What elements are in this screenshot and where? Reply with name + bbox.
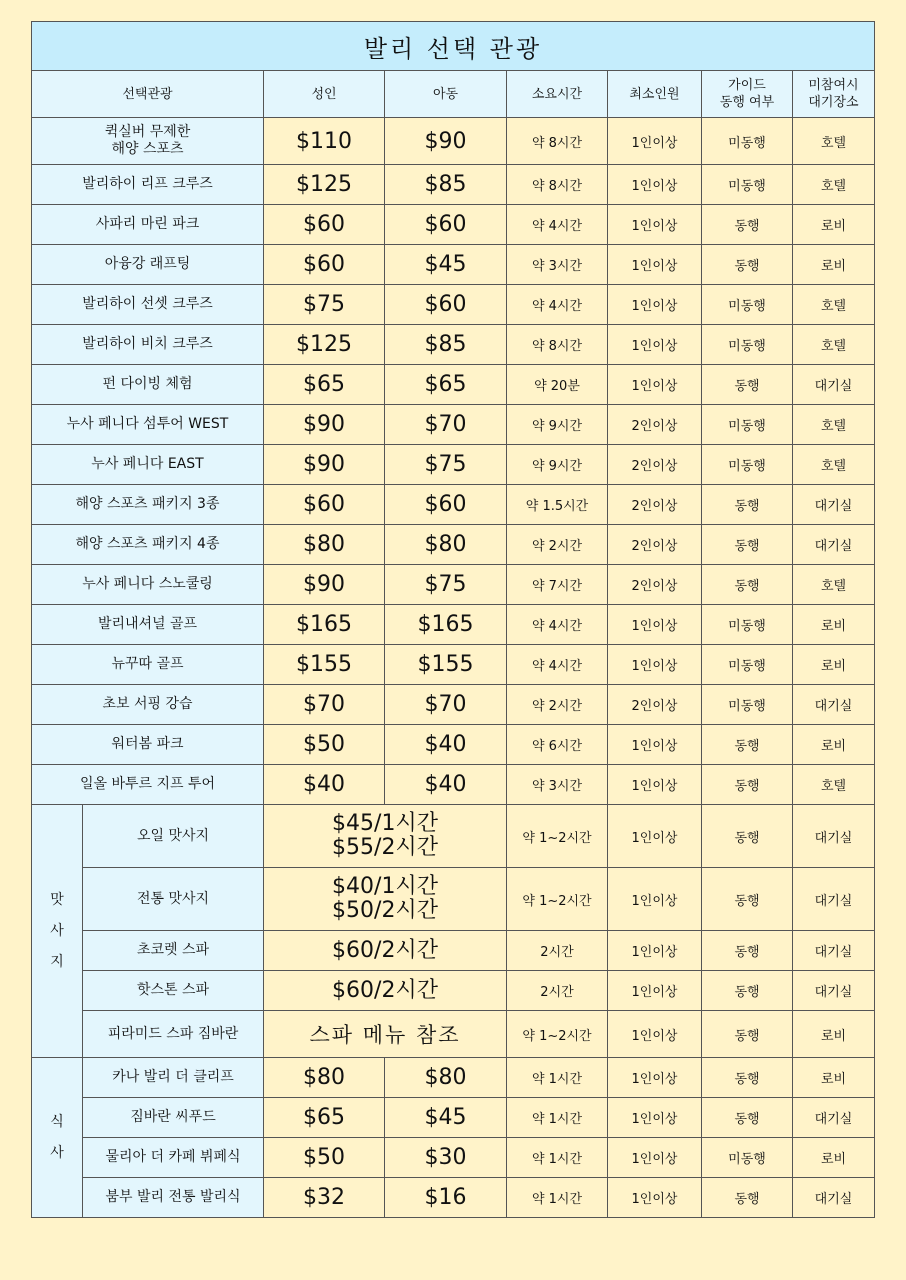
massage-price-line2: $55/2시간	[332, 835, 438, 860]
tour-name: 사파리 마린 파크	[32, 205, 264, 245]
massage-price-line2: $50/2시간	[332, 898, 438, 923]
duration-cell: 약 1~2시간	[507, 868, 608, 931]
category-massage-char: 지	[50, 953, 64, 970]
wait-place-cell: 호텔	[793, 285, 875, 325]
child-price: $40	[385, 765, 507, 805]
massage-price: $60/2시간	[264, 931, 507, 971]
wait-place-cell: 대기실	[793, 485, 875, 525]
massage-price	[264, 868, 507, 931]
header-guide-line1: 가이드	[728, 78, 766, 93]
min-people-cell: 1인이상	[608, 805, 702, 868]
page-title: 발리 선택 관광	[32, 22, 875, 71]
duration-cell: 약 7시간	[507, 565, 608, 605]
guide-cell: 동행	[702, 365, 793, 405]
wait-place-cell: 대기실	[793, 365, 875, 405]
massage-row	[32, 1011, 875, 1058]
min-people-cell: 1인이상	[608, 245, 702, 285]
min-people-cell: 1인이상	[608, 931, 702, 971]
massage-row	[32, 805, 875, 868]
adult-price: $165	[264, 605, 385, 645]
wait-place-cell: 대기실	[793, 1178, 875, 1218]
tour-name: 누사 페니다 스노쿨링	[32, 565, 264, 605]
tour-row	[32, 285, 875, 325]
guide-cell: 동행	[702, 1178, 793, 1218]
tour-row	[32, 325, 875, 365]
category-meal-char: 식	[50, 1113, 64, 1130]
tour-name: 발리하이 비치 크루즈	[32, 325, 264, 365]
min-people-cell: 1인이상	[608, 725, 702, 765]
tour-price-table	[31, 21, 875, 1218]
guide-cell: 미동행	[702, 685, 793, 725]
tour-row	[32, 405, 875, 445]
min-people-cell: 1인이상	[608, 1138, 702, 1178]
tour-name-line1: 퀵실버 무제한	[104, 124, 191, 140]
tour-row	[32, 365, 875, 405]
wait-place-cell: 대기실	[793, 1098, 875, 1138]
tour-name: 누사 페니다 섬투어 WEST	[32, 405, 264, 445]
header-duration: 소요시간	[507, 71, 608, 118]
massage-price-line1: $45/1시간	[332, 811, 438, 836]
guide-cell: 동행	[702, 931, 793, 971]
guide-cell: 동행	[702, 565, 793, 605]
adult-price: $50	[264, 725, 385, 765]
adult-price: $110	[264, 118, 385, 165]
tour-row	[32, 605, 875, 645]
wait-place-cell: 호텔	[793, 165, 875, 205]
tour-row	[32, 165, 875, 205]
header-guide	[702, 71, 793, 118]
wait-place-cell: 대기실	[793, 868, 875, 931]
wait-place-cell: 로비	[793, 1011, 875, 1058]
tour-name: 발리내셔널 골프	[32, 605, 264, 645]
guide-cell: 미동행	[702, 645, 793, 685]
duration-cell: 약 4시간	[507, 645, 608, 685]
adult-price: $90	[264, 405, 385, 445]
wait-place-cell: 대기실	[793, 685, 875, 725]
child-price: $155	[385, 645, 507, 685]
tour-row	[32, 118, 875, 165]
child-price: $70	[385, 685, 507, 725]
tour-name: 초코렛 스파	[83, 931, 264, 971]
guide-cell: 동행	[702, 765, 793, 805]
min-people-cell: 1인이상	[608, 365, 702, 405]
adult-price: $65	[264, 1098, 385, 1138]
duration-cell: 약 9시간	[507, 445, 608, 485]
header-wait-line2: 대기장소	[808, 95, 859, 110]
min-people-cell: 1인이상	[608, 868, 702, 931]
guide-cell: 동행	[702, 485, 793, 525]
duration-cell: 약 1~2시간	[507, 1011, 608, 1058]
tour-name: 해양 스포츠 패키지 3종	[32, 485, 264, 525]
duration-cell: 약 1.5시간	[507, 485, 608, 525]
guide-cell: 미동행	[702, 285, 793, 325]
adult-price: $125	[264, 165, 385, 205]
child-price: $80	[385, 525, 507, 565]
tour-row	[32, 245, 875, 285]
category-massage-char: 맛	[50, 891, 64, 908]
duration-cell: 약 1시간	[507, 1138, 608, 1178]
child-price: $16	[385, 1178, 507, 1218]
massage-price	[264, 805, 507, 868]
wait-place-cell: 호텔	[793, 118, 875, 165]
header-min-people: 최소인원	[608, 71, 702, 118]
child-price: $85	[385, 325, 507, 365]
wait-place-cell: 로비	[793, 205, 875, 245]
guide-cell: 동행	[702, 971, 793, 1011]
duration-cell: 약 4시간	[507, 605, 608, 645]
min-people-cell: 1인이상	[608, 1098, 702, 1138]
tour-name: 뉴꾸따 골프	[32, 645, 264, 685]
adult-price: $60	[264, 205, 385, 245]
adult-price: $60	[264, 245, 385, 285]
min-people-cell: 1인이상	[608, 118, 702, 165]
duration-cell: 약 4시간	[507, 205, 608, 245]
tour-name: 초보 서핑 강습	[32, 685, 264, 725]
adult-price: $60	[264, 485, 385, 525]
tour-name: 발리하이 선셋 크루즈	[32, 285, 264, 325]
duration-cell: 2시간	[507, 971, 608, 1011]
wait-place-cell: 로비	[793, 1138, 875, 1178]
min-people-cell: 2인이상	[608, 445, 702, 485]
min-people-cell: 2인이상	[608, 565, 702, 605]
wait-place-cell: 로비	[793, 1058, 875, 1098]
guide-cell: 미동행	[702, 165, 793, 205]
min-people-cell: 2인이상	[608, 405, 702, 445]
child-price: $45	[385, 245, 507, 285]
min-people-cell: 1인이상	[608, 325, 702, 365]
guide-cell: 동행	[702, 725, 793, 765]
wait-place-cell: 대기실	[793, 805, 875, 868]
duration-cell: 약 8시간	[507, 165, 608, 205]
child-price: $65	[385, 365, 507, 405]
header-tour: 선택관광	[32, 71, 264, 118]
tour-name: 전통 맛사지	[83, 868, 264, 931]
tour-name: 펀 다이빙 체험	[32, 365, 264, 405]
guide-cell: 미동행	[702, 405, 793, 445]
duration-cell: 약 2시간	[507, 525, 608, 565]
duration-cell: 약 4시간	[507, 285, 608, 325]
adult-price: $40	[264, 765, 385, 805]
child-price: $165	[385, 605, 507, 645]
tour-row	[32, 765, 875, 805]
min-people-cell: 1인이상	[608, 645, 702, 685]
duration-cell: 약 1시간	[507, 1058, 608, 1098]
tour-name: 아융강 래프팅	[32, 245, 264, 285]
tour-row	[32, 525, 875, 565]
tour-name: 피라미드 스파 짐바란	[83, 1011, 264, 1058]
guide-cell: 미동행	[702, 325, 793, 365]
adult-price: $80	[264, 1058, 385, 1098]
child-price: $75	[385, 445, 507, 485]
child-price: $60	[385, 285, 507, 325]
tour-row	[32, 685, 875, 725]
wait-place-cell: 호텔	[793, 325, 875, 365]
duration-cell: 약 3시간	[507, 765, 608, 805]
massage-row	[32, 971, 875, 1011]
duration-cell: 약 1시간	[507, 1178, 608, 1218]
tour-name-line2: 해양 스포츠	[111, 141, 184, 157]
child-price: $80	[385, 1058, 507, 1098]
tour-row	[32, 445, 875, 485]
duration-cell: 약 6시간	[507, 725, 608, 765]
tour-row	[32, 645, 875, 685]
child-price: $75	[385, 565, 507, 605]
min-people-cell: 1인이상	[608, 1178, 702, 1218]
wait-place-cell: 호텔	[793, 445, 875, 485]
guide-cell: 동행	[702, 525, 793, 565]
meal-row	[32, 1098, 875, 1138]
min-people-cell: 2인이상	[608, 525, 702, 565]
massage-row	[32, 868, 875, 931]
adult-price: $65	[264, 365, 385, 405]
duration-cell: 약 9시간	[507, 405, 608, 445]
massage-price: $60/2시간	[264, 971, 507, 1011]
guide-cell: 동행	[702, 205, 793, 245]
adult-price: $155	[264, 645, 385, 685]
duration-cell: 약 20분	[507, 365, 608, 405]
child-price: $60	[385, 205, 507, 245]
wait-place-cell: 로비	[793, 725, 875, 765]
child-price: $90	[385, 118, 507, 165]
duration-cell: 약 1~2시간	[507, 805, 608, 868]
duration-cell: 약 8시간	[507, 325, 608, 365]
meal-row	[32, 1138, 875, 1178]
guide-cell: 미동행	[702, 605, 793, 645]
min-people-cell: 1인이상	[608, 205, 702, 245]
tour-row	[32, 565, 875, 605]
duration-cell: 2시간	[507, 931, 608, 971]
tour-name: 카나 발리 더 클리프	[83, 1058, 264, 1098]
tour-name: 오일 맛사지	[83, 805, 264, 868]
guide-cell: 동행	[702, 1058, 793, 1098]
adult-price: $80	[264, 525, 385, 565]
category-meal	[32, 1058, 83, 1218]
category-massage-char: 사	[50, 922, 64, 939]
header-wait-place	[793, 71, 875, 118]
adult-price: $75	[264, 285, 385, 325]
wait-place-cell: 로비	[793, 645, 875, 685]
duration-cell: 약 1시간	[507, 1098, 608, 1138]
header-child: 아동	[385, 71, 507, 118]
adult-price: $32	[264, 1178, 385, 1218]
guide-cell: 동행	[702, 1011, 793, 1058]
wait-place-cell: 호텔	[793, 765, 875, 805]
duration-cell: 약 8시간	[507, 118, 608, 165]
guide-cell: 미동행	[702, 118, 793, 165]
wait-place-cell: 대기실	[793, 931, 875, 971]
child-price: $70	[385, 405, 507, 445]
header-adult: 성인	[264, 71, 385, 118]
meal-row	[32, 1058, 875, 1098]
duration-cell: 약 3시간	[507, 245, 608, 285]
tour-row	[32, 205, 875, 245]
adult-price: $90	[264, 565, 385, 605]
duration-cell: 약 2시간	[507, 685, 608, 725]
wait-place-cell: 대기실	[793, 525, 875, 565]
min-people-cell: 1인이상	[608, 1011, 702, 1058]
min-people-cell: 1인이상	[608, 285, 702, 325]
child-price: $60	[385, 485, 507, 525]
header-wait-line1: 미참여시	[808, 78, 859, 93]
child-price: $40	[385, 725, 507, 765]
wait-place-cell: 로비	[793, 245, 875, 285]
adult-price: $125	[264, 325, 385, 365]
child-price: $45	[385, 1098, 507, 1138]
guide-cell: 동행	[702, 805, 793, 868]
min-people-cell: 2인이상	[608, 685, 702, 725]
wait-place-cell: 대기실	[793, 971, 875, 1011]
tour-name: 해양 스포츠 패키지 4종	[32, 525, 264, 565]
min-people-cell: 1인이상	[608, 1058, 702, 1098]
category-meal-char: 사	[50, 1144, 64, 1161]
tour-name: 핫스톤 스파	[83, 971, 264, 1011]
tour-name: 누사 페니다 EAST	[32, 445, 264, 485]
tour-name: 붐부 발리 전통 발리식	[83, 1178, 264, 1218]
tour-name: 짐바란 씨푸드	[83, 1098, 264, 1138]
min-people-cell: 1인이상	[608, 765, 702, 805]
guide-cell: 미동행	[702, 1138, 793, 1178]
massage-price: 스파 메뉴 참조	[264, 1011, 507, 1058]
massage-price-line1: $40/1시간	[332, 874, 438, 899]
tour-name	[32, 118, 264, 165]
category-massage	[32, 805, 83, 1058]
wait-place-cell: 호텔	[793, 565, 875, 605]
child-price: $30	[385, 1138, 507, 1178]
massage-row	[32, 931, 875, 971]
child-price: $85	[385, 165, 507, 205]
min-people-cell: 1인이상	[608, 971, 702, 1011]
tour-row	[32, 485, 875, 525]
header-row	[32, 71, 875, 118]
tour-name: 워터봄 파크	[32, 725, 264, 765]
tour-price-sheet	[31, 21, 874, 1218]
tour-name: 일올 바투르 지프 투어	[32, 765, 264, 805]
tour-row	[32, 725, 875, 765]
wait-place-cell: 호텔	[793, 405, 875, 445]
adult-price: $50	[264, 1138, 385, 1178]
min-people-cell: 2인이상	[608, 485, 702, 525]
tour-name: 발리하이 리프 크루즈	[32, 165, 264, 205]
guide-cell: 동행	[702, 1098, 793, 1138]
guide-cell: 미동행	[702, 445, 793, 485]
meal-row	[32, 1178, 875, 1218]
header-guide-line2: 동행 여부	[719, 95, 775, 110]
min-people-cell: 1인이상	[608, 165, 702, 205]
adult-price: $90	[264, 445, 385, 485]
wait-place-cell: 로비	[793, 605, 875, 645]
adult-price: $70	[264, 685, 385, 725]
guide-cell: 동행	[702, 245, 793, 285]
min-people-cell: 1인이상	[608, 605, 702, 645]
tour-name: 물리아 더 카페 뷔페식	[83, 1138, 264, 1178]
guide-cell: 동행	[702, 868, 793, 931]
